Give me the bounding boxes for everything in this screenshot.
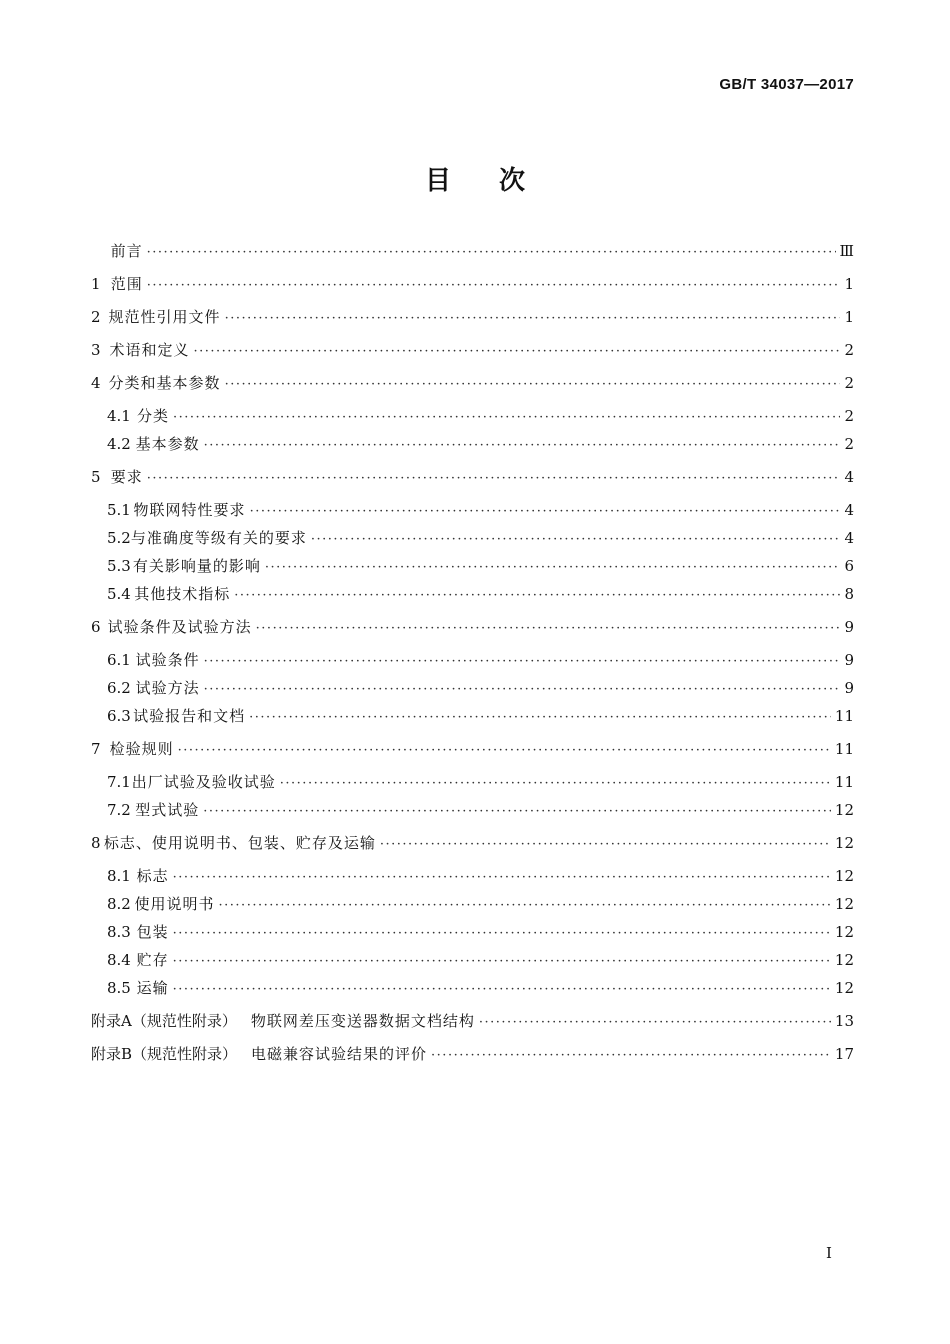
toc-leader-dots [173, 868, 831, 888]
toc-entry-number: 1 [91, 275, 101, 293]
toc-entry-number: 附录B（规范性附录） [91, 1045, 238, 1063]
toc-entry-page: 11 [834, 707, 854, 725]
toc-entry-page: 12 [834, 923, 854, 941]
toc-leader-dots [380, 835, 831, 855]
toc-section-entry[interactable] [91, 833, 854, 855]
toc-section-entry[interactable] [91, 241, 854, 263]
toc-entry-number: 7.1 [107, 773, 131, 791]
toc-subsection-entry[interactable] [91, 584, 854, 606]
toc-leader-dots [225, 309, 841, 329]
toc-entry-page: 2 [844, 341, 854, 359]
toc-entry-page: 1 [844, 275, 854, 293]
toc-entry-page: 12 [834, 834, 854, 852]
toc-entry-number: 8.5 [107, 979, 131, 997]
toc-entry-page: 17 [834, 1045, 854, 1063]
toc-entry-page: 9 [844, 618, 854, 636]
toc-subsection-entry[interactable] [91, 866, 854, 888]
toc-leader-dots [173, 408, 840, 428]
toc-entry-number: 8 [91, 834, 101, 852]
toc-section-entry[interactable] [91, 617, 854, 639]
toc-entry-label: 检验规则 [109, 740, 174, 758]
toc-subsection-entry[interactable] [91, 894, 854, 916]
toc-entry-page: 2 [844, 374, 854, 392]
toc-entry-page: 8 [844, 585, 854, 603]
toc-entry-label: 其他技术指标 [134, 585, 231, 603]
toc-entry-label: 物联网差压变送器数据文档结构 [250, 1012, 475, 1030]
toc-leader-dots [203, 802, 831, 822]
toc-leader-dots [249, 708, 831, 728]
toc-entry-label: 贮存 [136, 951, 169, 969]
toc-entry-number: 5.1 [107, 501, 131, 519]
toc-section-entry[interactable] [91, 274, 854, 296]
toc-entry-page: 2 [844, 435, 854, 453]
toc-leader-dots [479, 1013, 831, 1033]
toc-leader-dots [204, 652, 841, 672]
toc-entry-page: 4 [844, 501, 854, 519]
toc-entry-page: 9 [844, 651, 854, 669]
toc-entry-label: 有关影响量的影响 [132, 557, 261, 575]
toc-leader-dots [311, 530, 841, 550]
toc-entry-page: Ⅲ [839, 242, 854, 260]
toc-entry-label: 试验条件及试验方法 [107, 618, 252, 636]
toc-entry-number: 6 [91, 618, 101, 636]
toc-entry-number: 8.3 [107, 923, 131, 941]
toc-leader-dots [173, 980, 831, 1000]
toc-leader-dots [280, 774, 831, 794]
toc-entry-label: 规范性引用文件 [108, 308, 221, 326]
toc-entry-label: 试验条件 [135, 651, 200, 669]
toc-leader-dots [147, 276, 841, 296]
toc-entry-label: 出厂试验及验收试验 [131, 773, 276, 791]
toc-section-entry[interactable] [91, 340, 854, 362]
toc-entry-label: 试验报告和文档 [133, 707, 246, 725]
toc-entry-page: 12 [834, 801, 854, 819]
toc-leader-dots [219, 896, 831, 916]
toc-section-entry[interactable] [91, 467, 854, 489]
toc-entry-page: 13 [834, 1012, 854, 1030]
toc-leader-dots [256, 619, 841, 639]
toc-entry-label: 电磁兼容试验结果的评价 [251, 1045, 428, 1063]
toc-subsection-entry[interactable] [91, 950, 854, 972]
toc-entry-page: 11 [834, 773, 854, 791]
toc-entry-page: 1 [844, 308, 854, 326]
toc-entry-label: 与准确度等级有关的要求 [130, 529, 307, 547]
toc-leader-dots [178, 741, 831, 761]
toc-entry-label: 包装 [136, 923, 169, 941]
toc-entry-page: 9 [844, 679, 854, 697]
toc-entry-number: 3 [91, 341, 101, 359]
toc-subsection-entry[interactable] [91, 772, 854, 794]
toc-entry-page: 6 [844, 557, 854, 575]
toc-entry-number: 5.4 [107, 585, 131, 603]
toc-subsection-entry[interactable] [91, 922, 854, 944]
toc-entry-label: 物联网特性要求 [133, 501, 246, 519]
toc-subsection-entry[interactable] [91, 406, 854, 428]
toc-entry-number: 6.1 [107, 651, 131, 669]
toc-entry-page: 11 [834, 740, 854, 758]
toc-entry-number: 7 [91, 740, 101, 758]
toc-subsection-entry[interactable] [91, 500, 854, 522]
page-number: I [826, 1244, 832, 1262]
page-title: 目次 [424, 166, 573, 196]
toc-entry-number: 6.3 [107, 707, 131, 725]
toc-leader-dots [147, 469, 841, 489]
toc-entry-page: 12 [834, 951, 854, 969]
toc-entry-number: 8.4 [107, 951, 131, 969]
toc-leader-dots [204, 680, 841, 700]
toc-leader-dots [193, 342, 840, 362]
toc-entry-number: 7.2 [107, 801, 131, 819]
toc-section-entry[interactable] [91, 307, 854, 329]
toc-leader-dots [234, 586, 840, 606]
toc-subsection-entry[interactable] [91, 434, 854, 456]
toc-subsection-entry[interactable] [91, 556, 854, 578]
standard-number: GB/T 34037—2017 [719, 76, 854, 93]
toc-leader-dots [250, 502, 841, 522]
toc-entry-label: 基本参数 [135, 435, 200, 453]
toc-entry-label: 前言 [110, 242, 143, 260]
toc-leader-dots [204, 436, 841, 456]
table-of-contents [91, 241, 854, 1077]
toc-entry-label: 运输 [136, 979, 169, 997]
toc-subsection-entry[interactable] [91, 678, 854, 700]
toc-entry-number: 4.1 [107, 407, 131, 425]
toc-entry-label: 要求 [110, 468, 143, 486]
toc-entry-label: 分类 [136, 407, 169, 425]
toc-entry-label: 标志、使用说明书、包装、贮存及运输 [103, 834, 376, 852]
toc-entry-page: 2 [844, 407, 854, 425]
toc-entry-number: 2 [91, 308, 101, 326]
toc-entry-page: 12 [834, 867, 854, 885]
toc-entry-label: 使用说明书 [134, 895, 215, 913]
toc-section-entry[interactable] [91, 373, 854, 395]
toc-entry-label: 型式试验 [135, 801, 200, 819]
toc-entry-page: 4 [844, 529, 854, 547]
toc-entry-page: 4 [844, 468, 854, 486]
toc-entry-number: 5 [91, 468, 101, 486]
toc-entry-number: 5.2 [107, 529, 131, 547]
toc-entry-label: 分类和基本参数 [108, 374, 221, 392]
toc-entry-label: 试验方法 [135, 679, 200, 697]
toc-subsection-entry[interactable] [91, 650, 854, 672]
toc-subsection-entry[interactable] [91, 706, 854, 728]
toc-entry-label: 术语和定义 [109, 341, 190, 359]
toc-entry-number: 5.3 [107, 557, 131, 575]
toc-entry-number: 6.2 [107, 679, 131, 697]
toc-subsection-entry[interactable] [91, 978, 854, 1000]
toc-entry-number: 8.2 [107, 895, 131, 913]
toc-leader-dots [147, 243, 836, 263]
toc-entry-page: 12 [834, 895, 854, 913]
toc-leader-dots [265, 558, 841, 578]
toc-entry-number: 4 [91, 374, 101, 392]
toc-subsection-entry[interactable] [91, 528, 854, 550]
toc-leader-dots [431, 1046, 831, 1066]
toc-entry-number: 4.2 [107, 435, 131, 453]
toc-entry-label: 范围 [110, 275, 143, 293]
toc-appendix-entry[interactable] [91, 1011, 854, 1033]
toc-section-entry[interactable] [91, 739, 854, 761]
toc-leader-dots [225, 375, 841, 395]
toc-entry-number: 8.1 [107, 867, 131, 885]
toc-leader-dots [173, 952, 831, 972]
toc-appendix-entry[interactable] [91, 1044, 854, 1066]
toc-entry-label: 标志 [136, 867, 169, 885]
toc-entry-number: 附录A（规范性附录） [91, 1012, 237, 1030]
toc-leader-dots [173, 924, 831, 944]
toc-subsection-entry[interactable] [91, 800, 854, 822]
toc-entry-page: 12 [834, 979, 854, 997]
